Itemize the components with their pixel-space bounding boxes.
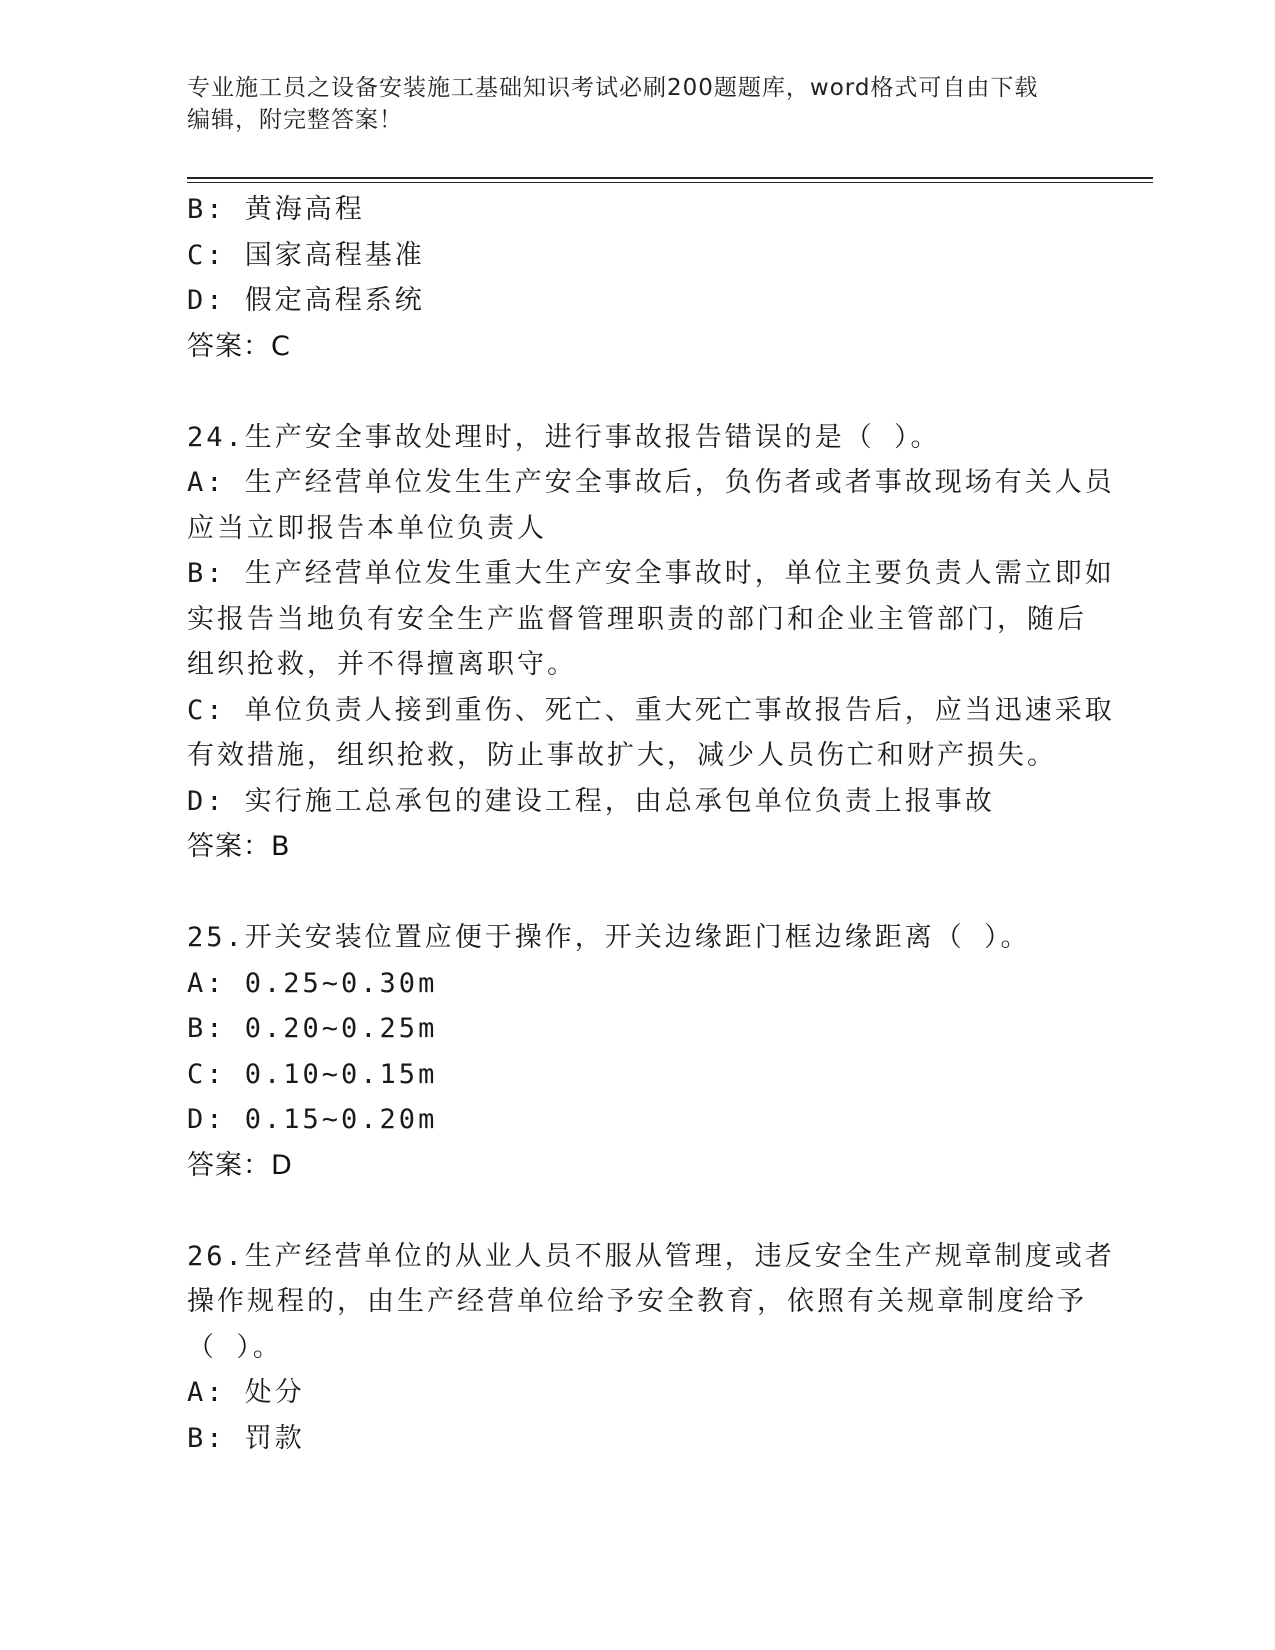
q26-option-b: B: 罚款: [187, 1422, 305, 1454]
header-title-line-1: 专业施工员之设备安装施工基础知识考试必刷200题题库，word格式可自由下载: [187, 75, 1039, 101]
q23-option-b: B: 黄海高程: [187, 194, 365, 225]
spacer: [187, 369, 1087, 415]
q25-option-d: D: 0.15~0.20m: [187, 1104, 438, 1135]
spacer: [187, 870, 1087, 916]
spacer: [187, 1188, 1087, 1234]
document-header: [187, 72, 1067, 136]
q24-option-b-line-2: 实报告当地负有安全生产监督管理职责的部门和企业主管部门，随后: [187, 603, 1087, 635]
q26-option-a: A: 处分: [187, 1377, 305, 1408]
q25-question: 25.开关安装位置应便于操作，开关边缘距门框边缘距离（ ）。: [187, 922, 1031, 953]
q26-question-line-1: 26.生产经营单位的从业人员不服从管理，违反安全生产规章制度或者: [187, 1240, 1115, 1272]
q24-option-a-line-2: 应当立即报告本单位负责人: [187, 512, 547, 544]
q26-question-line-3: （ ）。: [187, 1331, 283, 1363]
q24-option-a-line-1: A: 生产经营单位发生生产安全事故后，负伤者或者事故现场有关人员: [187, 467, 1115, 498]
q25-option-b: B: 0.20~0.25m: [187, 1013, 438, 1044]
question-26-block: [187, 1234, 1115, 1462]
q23-option-c: C: 国家高程基准: [187, 239, 425, 271]
q24-option-b-line-3: 组织抢救，并不得擅离职守。: [187, 649, 577, 680]
q24-option-c-line-1: C: 单位负责人接到重伤、死亡、重大死亡事故报告后，应当迅速采取: [187, 694, 1115, 726]
question-24-block: [187, 415, 1115, 870]
question-25-block: [187, 915, 1087, 1188]
header-divider-thick: [187, 177, 1153, 179]
question-23-block: [187, 187, 1087, 369]
q25-option-a: A: 0.25~0.30m: [187, 967, 438, 999]
q24-option-d: D: 实行施工总承包的建设工程，由总承包单位负责上报事故: [187, 785, 995, 817]
q26-question-line-2: 操作规程的，由生产经营单位给予安全教育，依照有关规章制度给予: [187, 1286, 1087, 1317]
q23-option-d: D: 假定高程系统: [187, 285, 425, 316]
header-title-line-2: 编辑，附完整答案！: [187, 107, 403, 133]
q24-question: 24.生产安全事故处理时，进行事故报告错误的是（ ）。: [187, 421, 941, 453]
document-body: [187, 187, 1115, 1461]
q25-option-c: C: 0.10~0.15m: [187, 1058, 438, 1090]
q24-option-b-line-1: B: 生产经营单位发生重大生产安全事故时，单位主要负责人需立即如: [187, 558, 1115, 589]
q24-option-c-line-2: 有效措施，组织抢救，防止事故扩大，减少人员伤亡和财产损失。: [187, 740, 1057, 771]
q24-answer: 答案：B: [187, 831, 291, 862]
q25-answer: 答案：D: [187, 1149, 293, 1181]
header-divider-thin: [187, 182, 1153, 183]
q23-answer: 答案：C: [187, 330, 291, 362]
